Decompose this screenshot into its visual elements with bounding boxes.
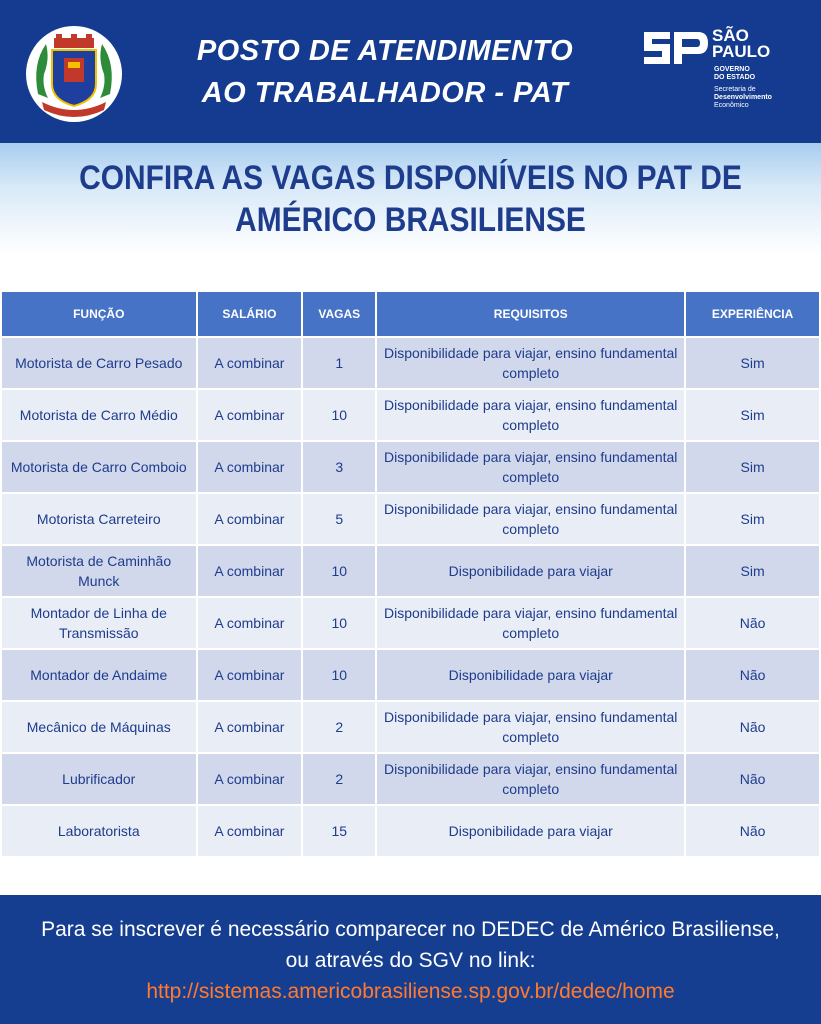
municipal-crest-icon: [24, 24, 124, 124]
cell-requisitos: Disponibilidade para viajar: [377, 546, 684, 596]
cell-funcao: Motorista de Carro Médio: [2, 390, 196, 440]
vacancies-table: [0, 290, 821, 858]
cell-experiencia: Sim: [686, 546, 819, 596]
cell-vagas: 15: [303, 806, 375, 856]
table-row: [2, 442, 819, 492]
cell-vagas: 1: [303, 338, 375, 388]
cell-salario: A combinar: [198, 390, 302, 440]
cell-requisitos: Disponibilidade para viajar, ensino fundamental completo: [377, 754, 684, 804]
cell-experiencia: Não: [686, 702, 819, 752]
header-title: [150, 30, 620, 114]
cell-funcao: Motorista Carreteiro: [2, 494, 196, 544]
table-row: [2, 754, 819, 804]
cell-funcao: Montador de Andaime: [2, 650, 196, 700]
table-row: [2, 702, 819, 752]
table-row: [2, 598, 819, 648]
column-header-vagas: VAGAS: [303, 292, 375, 336]
cell-requisitos: Disponibilidade para viajar, ensino fundamental completo: [377, 702, 684, 752]
footer: [0, 895, 821, 1024]
cell-requisitos: Disponibilidade para viajar, ensino fundamental completo: [377, 442, 684, 492]
cell-salario: A combinar: [198, 598, 302, 648]
cell-requisitos: Disponibilidade para viajar: [377, 806, 684, 856]
cell-salario: A combinar: [198, 442, 302, 492]
table-row: [2, 650, 819, 700]
cell-experiencia: Sim: [686, 442, 819, 492]
cell-vagas: 2: [303, 754, 375, 804]
sao-paulo-logo: [640, 28, 800, 123]
sp-logo-government: GOVERNO DO ESTADO: [714, 66, 756, 81]
sao-paulo-logo-icon: [640, 30, 710, 66]
cell-salario: A combinar: [198, 650, 302, 700]
footer-instructions-line1: Para se inscrever é necessário comparecer no DEDEC de Américo Brasiliense,: [41, 918, 780, 941]
cell-salario: A combinar: [198, 546, 302, 596]
cell-salario: A combinar: [198, 702, 302, 752]
cell-vagas: 3: [303, 442, 375, 492]
sp-logo-secretariat: Secretaria de Desenvolvimento Econômico: [714, 86, 772, 109]
cell-vagas: 5: [303, 494, 375, 544]
cell-vagas: 10: [303, 650, 375, 700]
cell-vagas: 2: [303, 702, 375, 752]
cell-requisitos: Disponibilidade para viajar, ensino fundamental completo: [377, 598, 684, 648]
table-header-row: [2, 292, 819, 336]
cell-experiencia: Não: [686, 806, 819, 856]
header: [0, 0, 821, 143]
cell-salario: A combinar: [198, 806, 302, 856]
column-header-salario: SALÁRIO: [198, 292, 302, 336]
table-row: [2, 494, 819, 544]
cell-experiencia: Não: [686, 754, 819, 804]
cell-salario: A combinar: [198, 338, 302, 388]
cell-funcao: Montador de Linha de Transmissão: [2, 598, 196, 648]
registration-link[interactable]: http://sistemas.americobrasiliense.sp.gov.br/dedec/home: [146, 980, 675, 1003]
cell-funcao: Mecânico de Máquinas: [2, 702, 196, 752]
cell-experiencia: Não: [686, 650, 819, 700]
cell-funcao: Motorista de Carro Pesado: [2, 338, 196, 388]
cell-funcao: Motorista de Carro Comboio: [2, 442, 196, 492]
cell-salario: A combinar: [198, 494, 302, 544]
sp-logo-name: SÃO PAULO: [712, 26, 771, 61]
cell-requisitos: Disponibilidade para viajar, ensino fundamental completo: [377, 390, 684, 440]
column-header-funcao: FUNÇÃO: [2, 292, 196, 336]
page-title-line1: CONFIRA AS VAGAS DISPONÍVEIS NO PAT DE: [79, 159, 742, 197]
table-row: [2, 338, 819, 388]
cell-experiencia: Sim: [686, 494, 819, 544]
table-row: [2, 546, 819, 596]
cell-vagas: 10: [303, 390, 375, 440]
cell-experiencia: Sim: [686, 338, 819, 388]
table-row: [2, 806, 819, 856]
footer-instructions-line2: ou através do SGV no link:: [285, 949, 536, 972]
cell-funcao: Laboratorista: [2, 806, 196, 856]
cell-experiencia: Não: [686, 598, 819, 648]
cell-salario: A combinar: [198, 754, 302, 804]
table-row: [2, 390, 819, 440]
page-title-line2: AMÉRICO BRASILIENSE: [235, 201, 586, 239]
cell-requisitos: Disponibilidade para viajar, ensino fundamental completo: [377, 494, 684, 544]
header-title-line1: POSTO DE ATENDIMENTO: [196, 35, 574, 67]
page-title: [67, 157, 754, 241]
cell-funcao: Motorista de Caminhão Munck: [2, 546, 196, 596]
column-header-requisitos: REQUISITOS: [377, 292, 684, 336]
cell-experiencia: Sim: [686, 390, 819, 440]
cell-funcao: Lubrificador: [2, 754, 196, 804]
column-header-experiencia: EXPERIÊNCIA: [686, 292, 819, 336]
cell-requisitos: Disponibilidade para viajar, ensino fundamental completo: [377, 338, 684, 388]
cell-vagas: 10: [303, 546, 375, 596]
header-title-line2: AO TRABALHADOR - PAT: [201, 77, 569, 109]
cell-vagas: 10: [303, 598, 375, 648]
cell-requisitos: Disponibilidade para viajar: [377, 650, 684, 700]
